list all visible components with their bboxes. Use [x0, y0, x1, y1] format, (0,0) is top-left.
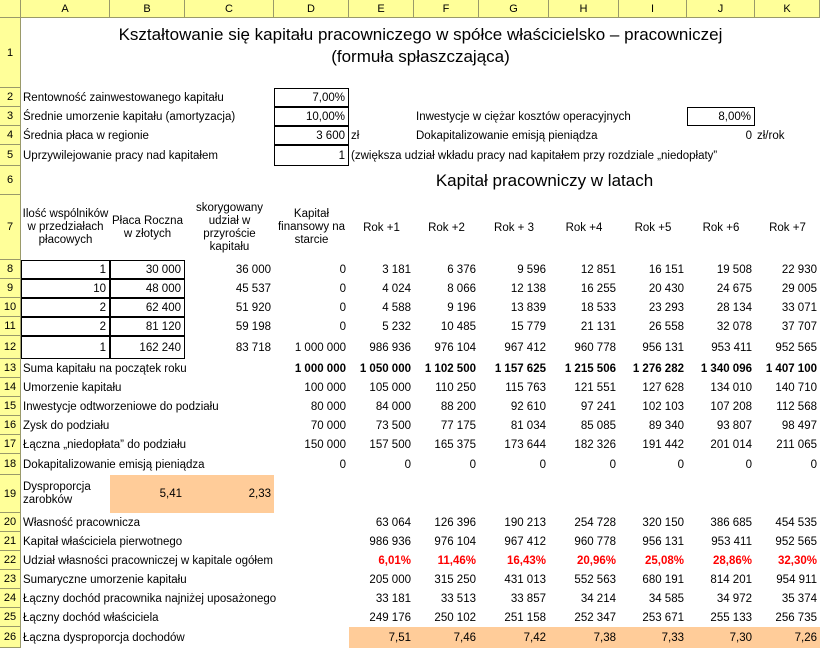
header-annual-pay[interactable]: Płaca Roczna w złotych	[112, 214, 183, 240]
summary-value[interactable]: 0	[339, 458, 346, 471]
bottom-value[interactable]: 680 191	[642, 573, 684, 586]
bottom-value[interactable]: 320 150	[642, 516, 684, 529]
bottom-value[interactable]: 952 565	[775, 535, 817, 548]
bottom-label[interactable]: Własność pracownicza	[23, 516, 140, 529]
param-label[interactable]: Rentowność zainwestowanego kapitału	[23, 91, 224, 104]
data-cell[interactable]: 10	[21, 279, 110, 298]
row-header-13[interactable]: 13	[0, 359, 21, 378]
bottom-value[interactable]: 190 213	[504, 516, 546, 529]
data-cell[interactable]: 2	[21, 298, 110, 317]
header-year[interactable]: Rok +5	[634, 221, 672, 234]
param-value-input[interactable]: 10,00%	[274, 107, 349, 126]
summary-value[interactable]: 134 010	[710, 381, 752, 394]
bottom-value[interactable]: 967 412	[504, 535, 546, 548]
data-cell[interactable]: 4 588	[382, 301, 411, 314]
param-label[interactable]: Średnie umorzenie kapitału (amortyzacja)	[23, 110, 236, 123]
summary-value[interactable]: 0	[404, 458, 411, 471]
summary-value[interactable]: 0	[469, 458, 476, 471]
param-value-input[interactable]: 3 600	[274, 126, 349, 145]
summary-value[interactable]: 80 000	[310, 400, 346, 413]
data-cell[interactable]: 986 936	[369, 341, 411, 354]
data-cell[interactable]: 26 558	[648, 320, 684, 333]
bottom-value[interactable]: 34 214	[580, 592, 616, 605]
bottom-value[interactable]: 254 728	[574, 516, 616, 529]
summary-value[interactable]: 0	[677, 458, 684, 471]
data-cell[interactable]: 21 131	[580, 320, 616, 333]
summary-value[interactable]: 157 500	[369, 438, 411, 451]
invest-value-input[interactable]: 8,00%	[687, 107, 755, 126]
summary-value[interactable]: 77 175	[440, 419, 476, 432]
data-cell[interactable]: 0	[339, 282, 346, 295]
bottom-value[interactable]: 552 563	[574, 573, 616, 586]
column-header-C[interactable]: C	[185, 0, 274, 18]
data-cell[interactable]: 51 920	[235, 301, 271, 314]
summary-label[interactable]: Zysk do podziału	[23, 419, 110, 432]
summary-value[interactable]: 127 628	[642, 381, 684, 394]
data-cell[interactable]: 953 411	[711, 341, 752, 354]
bottom-value[interactable]: 252 347	[574, 611, 616, 624]
data-cell[interactable]: 976 104	[434, 341, 476, 354]
data-cell[interactable]: 1	[21, 336, 110, 359]
row-header-2[interactable]: 2	[0, 88, 21, 107]
row-header-25[interactable]: 25	[0, 608, 21, 627]
emission-unit[interactable]: zł/rok	[757, 129, 785, 142]
row-header-6[interactable]: 6	[0, 166, 21, 195]
data-cell[interactable]: 13 839	[510, 301, 546, 314]
bottom-value[interactable]: 33 181	[375, 592, 411, 605]
summary-label[interactable]: Suma kapitału na początek roku	[23, 362, 187, 375]
data-cell[interactable]: 9 596	[517, 263, 546, 276]
summary-value[interactable]: 100 000	[304, 381, 346, 394]
data-cell[interactable]: 24 675	[716, 282, 752, 295]
data-cell[interactable]: 19 508	[716, 263, 752, 276]
param-label[interactable]: Uprzywilejowanie pracy nad kapitałem	[23, 149, 218, 162]
data-cell[interactable]: 45 537	[235, 282, 271, 295]
data-cell[interactable]: 9 196	[447, 301, 476, 314]
bottom-value[interactable]: 814 201	[710, 573, 752, 586]
data-cell[interactable]: 62 400	[110, 298, 185, 317]
row-header-1[interactable]: 1	[0, 18, 21, 88]
column-header-K[interactable]: K	[755, 0, 820, 18]
summary-value[interactable]: 93 807	[716, 419, 752, 432]
summary-value[interactable]: 112 568	[776, 400, 817, 413]
header-year[interactable]: Rok +1	[363, 221, 400, 234]
row-header-12[interactable]: 12	[0, 336, 21, 359]
data-cell[interactable]: 83 718	[235, 341, 271, 354]
bottom-value[interactable]: 7,38	[549, 627, 619, 648]
bottom-value[interactable]: 34 585	[648, 592, 684, 605]
bottom-value[interactable]: 6,01%	[378, 554, 411, 567]
data-cell[interactable]: 37 707	[781, 320, 817, 333]
summary-value[interactable]: 85 085	[580, 419, 616, 432]
column-header-D[interactable]: D	[274, 0, 349, 18]
bottom-value[interactable]: 7,51	[349, 627, 414, 648]
row-header-21[interactable]: 21	[0, 532, 21, 551]
bottom-value[interactable]: 431 013	[504, 573, 546, 586]
summary-label[interactable]: Dokapitalizowanie emisją pieniądza	[23, 458, 205, 471]
summary-value[interactable]: 150 000	[304, 438, 346, 451]
row-header-17[interactable]: 17	[0, 435, 21, 454]
summary-value[interactable]: 1 000 000	[294, 362, 346, 375]
row5-note[interactable]: (zwiększa udział wkładu pracy nad kapitałem przy rozdziale „niedopłaty”	[351, 149, 718, 162]
bottom-value[interactable]: 7,30	[687, 627, 755, 648]
summary-value[interactable]: 0	[810, 458, 817, 471]
bottom-value[interactable]: 386 685	[710, 516, 752, 529]
bottom-label[interactable]: Łączny dochód pracownika najniżej uposażonego	[23, 592, 277, 605]
summary-value[interactable]: 173 644	[504, 438, 546, 451]
bottom-value[interactable]: 35 374	[781, 592, 817, 605]
header-year[interactable]: Rok +6	[702, 221, 740, 234]
row-header-18[interactable]: 18	[0, 454, 21, 475]
bottom-value[interactable]: 7,46	[414, 627, 479, 648]
summary-value[interactable]: 98 497	[781, 419, 817, 432]
bottom-label[interactable]: Sumaryczne umorzenie kapitału	[23, 573, 187, 586]
summary-value[interactable]: 1 157 625	[494, 362, 546, 375]
header-year[interactable]: Rok + 3	[494, 221, 534, 234]
data-cell[interactable]: 0	[339, 263, 346, 276]
header-adjusted-share[interactable]: skorygowany udział w przyroście kapitału	[195, 201, 264, 253]
bottom-value[interactable]: 953 411	[711, 535, 752, 548]
summary-value[interactable]: 0	[745, 458, 752, 471]
bottom-value[interactable]: 126 396	[434, 516, 476, 529]
data-cell[interactable]: 10 485	[440, 320, 476, 333]
row-header-11[interactable]: 11	[0, 317, 21, 336]
data-cell[interactable]: 960 778	[574, 341, 616, 354]
data-cell[interactable]: 30 000	[110, 260, 185, 279]
bottom-value[interactable]: 63 064	[375, 516, 411, 529]
bottom-value[interactable]: 25,08%	[644, 554, 684, 567]
bottom-value[interactable]: 255 133	[710, 611, 752, 624]
summary-label[interactable]: Inwestycje odtworzeniowe do podziału	[23, 400, 219, 413]
bottom-value[interactable]: 7,26	[755, 627, 820, 648]
bottom-value[interactable]: 251 158	[504, 611, 546, 624]
disparity-c-value[interactable]: 2,33	[185, 475, 274, 513]
summary-value[interactable]: 1 407 100	[765, 362, 817, 375]
bottom-value[interactable]: 986 936	[369, 535, 411, 548]
data-cell[interactable]: 162 240	[110, 336, 185, 359]
disparity-label[interactable]: Dysproporcja zarobków	[23, 481, 91, 506]
summary-value[interactable]: 191 442	[642, 438, 684, 451]
column-header-J[interactable]: J	[687, 0, 755, 18]
summary-value[interactable]: 84 000	[375, 400, 411, 413]
header-starting-capital[interactable]: Kapitał finansowy na starcie	[277, 208, 346, 246]
summary-value[interactable]: 92 610	[510, 400, 546, 413]
column-header-A[interactable]: A	[21, 0, 110, 18]
data-cell[interactable]: 8 066	[447, 282, 476, 295]
bottom-value[interactable]: 7,33	[619, 627, 687, 648]
summary-value[interactable]: 105 000	[369, 381, 411, 394]
summary-value[interactable]: 102 103	[642, 400, 684, 413]
summary-value[interactable]: 0	[539, 458, 546, 471]
row-header-5[interactable]: 5	[0, 145, 21, 166]
bottom-value[interactable]: 956 131	[642, 535, 684, 548]
bottom-value[interactable]: 454 535	[775, 516, 817, 529]
data-cell[interactable]: 22 930	[781, 263, 817, 276]
data-cell[interactable]: 5 232	[382, 320, 411, 333]
data-cell[interactable]: 20 430	[648, 282, 684, 295]
bottom-value[interactable]: 954 911	[776, 573, 817, 586]
header-year[interactable]: Rok +2	[428, 221, 465, 234]
bottom-value[interactable]: 976 104	[434, 535, 476, 548]
bottom-value[interactable]: 28,86%	[712, 554, 752, 567]
corner-cell[interactable]	[0, 0, 21, 18]
summary-value[interactable]: 110 250	[435, 381, 476, 394]
bottom-value[interactable]: 34 972	[716, 592, 752, 605]
param-unit[interactable]: zł	[351, 129, 360, 142]
data-cell[interactable]: 0	[339, 320, 346, 333]
summary-label[interactable]: Umorzenie kapitału	[23, 381, 122, 394]
bottom-value[interactable]: 205 000	[369, 573, 411, 586]
summary-value[interactable]: 1 340 096	[700, 362, 752, 375]
summary-value[interactable]: 165 375	[434, 438, 476, 451]
bottom-label[interactable]: Udział własności pracowniczej w kapitale ogółem	[23, 554, 273, 567]
column-header-I[interactable]: I	[619, 0, 687, 18]
bottom-value[interactable]: 256 735	[775, 611, 817, 624]
row-header-23[interactable]: 23	[0, 570, 21, 589]
summary-value[interactable]: 107 208	[710, 400, 752, 413]
data-cell[interactable]: 23 293	[648, 301, 684, 314]
row-header-14[interactable]: 14	[0, 378, 21, 397]
summary-value[interactable]: 0	[609, 458, 616, 471]
data-cell[interactable]: 59 198	[235, 320, 271, 333]
row-header-24[interactable]: 24	[0, 589, 21, 608]
data-cell[interactable]: 12 851	[580, 263, 616, 276]
data-cell[interactable]: 952 565	[775, 341, 817, 354]
bottom-value[interactable]: 960 778	[574, 535, 616, 548]
invest-label[interactable]: Inwestycje w ciężar kosztów operacyjnych	[416, 110, 631, 123]
summary-value[interactable]: 1 215 506	[564, 362, 616, 375]
row-header-15[interactable]: 15	[0, 397, 21, 416]
param-value-input[interactable]: 7,00%	[274, 88, 349, 107]
bottom-value[interactable]: 33 857	[510, 592, 546, 605]
summary-value[interactable]: 88 200	[440, 400, 476, 413]
row-header-3[interactable]: 3	[0, 107, 21, 126]
data-cell[interactable]: 3 181	[382, 263, 411, 276]
summary-value[interactable]: 70 000	[310, 419, 346, 432]
disparity-b-value[interactable]: 5,41	[110, 475, 185, 513]
bottom-value[interactable]: 16,43%	[506, 554, 546, 567]
summary-value[interactable]: 121 551	[574, 381, 616, 394]
row-header-10[interactable]: 10	[0, 298, 21, 317]
summary-value[interactable]: 140 710	[775, 381, 817, 394]
summary-value[interactable]: 73 500	[375, 419, 411, 432]
data-cell[interactable]: 12 138	[510, 282, 546, 295]
param-label[interactable]: Średnia płaca w regionie	[23, 129, 149, 142]
bottom-label[interactable]: Kapitał właściciela pierwotnego	[23, 535, 183, 548]
column-header-E[interactable]: E	[349, 0, 414, 18]
data-cell[interactable]: 4 024	[382, 282, 411, 295]
data-cell[interactable]: 2	[21, 317, 110, 336]
row-header-22[interactable]: 22	[0, 551, 21, 570]
summary-value[interactable]: 1 102 500	[424, 362, 476, 375]
summary-value[interactable]: 201 014	[710, 438, 752, 451]
header-year[interactable]: Rok +4	[565, 221, 603, 234]
bottom-value[interactable]: 7,42	[479, 627, 549, 648]
row-header-16[interactable]: 16	[0, 416, 21, 435]
summary-value[interactable]: 89 340	[648, 419, 684, 432]
bottom-value[interactable]: 315 250	[434, 573, 476, 586]
data-cell[interactable]: 18 533	[580, 301, 616, 314]
data-cell[interactable]: 81 120	[110, 317, 185, 336]
row-header-26[interactable]: 26	[0, 627, 21, 648]
data-cell[interactable]: 33 071	[781, 301, 817, 314]
sheet-title: Kształtowanie się kapitału pracowniczego w spółce właścicielsko – pracowniczej	[118, 25, 723, 44]
data-cell[interactable]: 1 000 000	[294, 341, 346, 354]
sheet-subtitle: (formuła spłaszczająca)	[331, 47, 510, 66]
summary-label[interactable]: Łączna „niedopłata” do podziału	[23, 438, 187, 451]
data-cell[interactable]: 956 131	[642, 341, 684, 354]
data-cell[interactable]: 28 134	[716, 301, 752, 314]
summary-value[interactable]: 182 326	[574, 438, 616, 451]
emission-value[interactable]: 0	[745, 129, 752, 142]
bottom-value[interactable]: 250 102	[434, 611, 476, 624]
column-header-B[interactable]: B	[110, 0, 185, 18]
bottom-value[interactable]: 253 671	[642, 611, 684, 624]
row-header-19[interactable]: 19	[0, 475, 21, 513]
header-partners[interactable]: Ilość wspólników w przedziałach płacowych	[22, 208, 109, 246]
row-header-8[interactable]: 8	[0, 260, 21, 279]
summary-value[interactable]: 211 065	[776, 438, 817, 451]
summary-value[interactable]: 1 276 282	[632, 362, 684, 375]
data-cell[interactable]: 32 078	[716, 320, 752, 333]
data-cell[interactable]: 16 255	[580, 282, 616, 295]
section-title: Kapitał pracowniczy w latach	[435, 170, 654, 190]
row-header-20[interactable]: 20	[0, 513, 21, 532]
row-header-7[interactable]: 7	[0, 195, 21, 260]
bottom-value[interactable]: 20,96%	[576, 554, 616, 567]
bottom-value[interactable]: 33 513	[440, 592, 476, 605]
summary-value[interactable]: 81 034	[510, 419, 546, 432]
row-header-9[interactable]: 9	[0, 279, 21, 298]
data-cell[interactable]: 15 779	[510, 320, 546, 333]
summary-value[interactable]: 97 241	[580, 400, 616, 413]
data-cell[interactable]: 16 151	[648, 263, 684, 276]
summary-value[interactable]: 1 050 000	[359, 362, 411, 375]
emission-label[interactable]: Dokapitalizowanie emisją pieniądza	[416, 129, 598, 142]
data-cell[interactable]: 1	[21, 260, 110, 279]
bottom-label[interactable]: Łączny dochód właściciela	[23, 611, 159, 624]
column-header-G[interactable]: G	[479, 0, 549, 18]
summary-value[interactable]: 115 763	[505, 381, 546, 394]
header-year[interactable]: Rok +7	[769, 221, 806, 234]
row-header-4[interactable]: 4	[0, 126, 21, 145]
data-cell[interactable]: 48 000	[110, 279, 185, 298]
bottom-label[interactable]: Łączna dysproporcja dochodów	[23, 631, 185, 644]
bottom-value[interactable]: 32,30%	[777, 554, 817, 567]
data-cell[interactable]: 967 412	[504, 341, 546, 354]
data-cell[interactable]: 36 000	[235, 263, 271, 276]
data-cell[interactable]: 0	[339, 301, 346, 314]
column-header-F[interactable]: F	[414, 0, 479, 18]
data-cell[interactable]: 6 376	[447, 263, 476, 276]
column-header-H[interactable]: H	[549, 0, 619, 18]
bottom-value[interactable]: 11,46%	[437, 554, 476, 567]
bottom-value[interactable]: 249 176	[369, 611, 411, 624]
param-value-input[interactable]: 1	[274, 145, 349, 166]
data-cell[interactable]: 29 005	[781, 282, 817, 295]
